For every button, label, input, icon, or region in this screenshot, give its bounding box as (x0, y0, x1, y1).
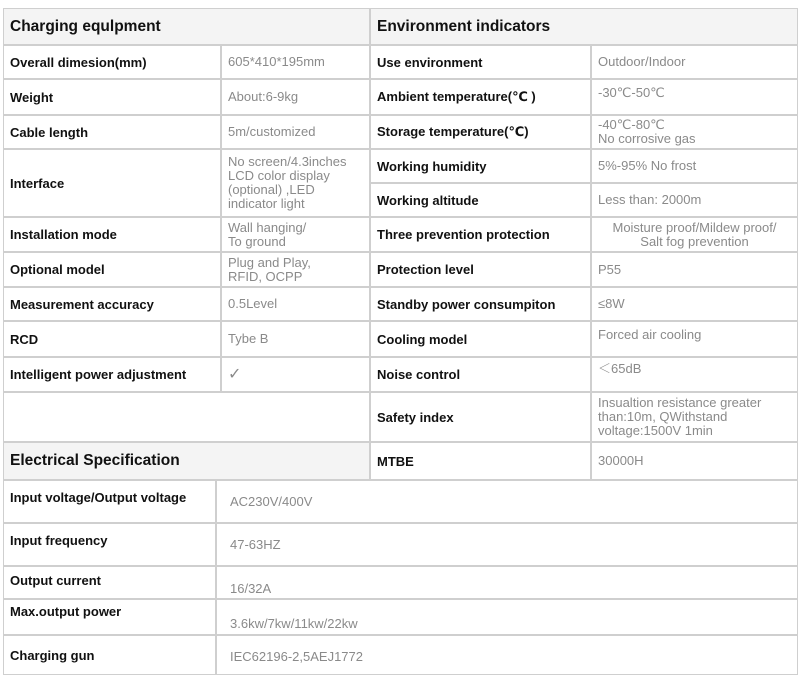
row-label: Storage temperature(℃) (370, 115, 591, 149)
row-label: Working humidity (370, 149, 591, 183)
row-label: Weight (3, 79, 221, 115)
row-label: Working altitude (370, 183, 591, 217)
row-value: Tybe B (221, 321, 370, 357)
row-label: RCD (3, 321, 221, 357)
row-value: 605*410*195mm (221, 45, 370, 79)
row-label: Input voltage/Output voltage (3, 480, 216, 523)
row-label: Max.output power (3, 599, 216, 635)
row-value: Outdoor/Indoor (591, 45, 798, 79)
row-label: Measurement accuracy (3, 287, 221, 321)
row-value: Moisture proof/Mildew proof/ Salt fog prevention (591, 217, 798, 252)
row-value: 30000H (591, 442, 798, 480)
spec-table (3, 8, 798, 675)
row-label: Overall dimesion(mm) (3, 45, 221, 79)
row-value: No screen/4.3inches LCD color display (optional) ,LED indicator light (221, 149, 370, 217)
row-label: Three prevention protection (370, 217, 591, 252)
row-value: Less than: 2000m (591, 183, 798, 217)
row-label: Charging gun (3, 635, 216, 675)
row-value: Insualtion resistance greater than:10m, QWithstand voltage:1500V 1min (591, 392, 798, 442)
row-label: MTBE (370, 442, 591, 480)
row-value: Wall hanging/ To ground (221, 217, 370, 252)
row-label: Protection level (370, 252, 591, 287)
row-label: Use environment (370, 45, 591, 79)
row-value: 3.6kw/7kw/11kw/22kw (216, 599, 798, 635)
row-value: About:6-9kg (221, 79, 370, 115)
row-label: Noise control (370, 357, 591, 392)
row-value: P55 (591, 252, 798, 287)
row-label: Cable length (3, 115, 221, 149)
charging-equipment-title: Charging equlpment (3, 8, 370, 45)
row-label: Safety index (370, 392, 591, 442)
row-label: Intelligent power adjustment (3, 357, 221, 392)
row-label: Cooling model (370, 321, 591, 357)
row-label: Output current (3, 566, 216, 599)
check-icon: ✓ (221, 357, 370, 392)
row-value: Forced air cooling (591, 321, 798, 357)
row-value: 47-63HZ (216, 523, 798, 566)
row-value: 0.5Level (221, 287, 370, 321)
environment-indicators-title: Environment indicators (370, 8, 798, 45)
electrical-specification-title: Electrical Specification (3, 442, 370, 480)
row-value: 16/32A (216, 566, 798, 599)
row-value: Plug and Play, RFID, OCPP (221, 252, 370, 287)
row-value: -40℃-80℃ No corrosive gas (591, 115, 798, 149)
row-value: 5%-95% No frost (591, 149, 798, 183)
row-value: AC230V/400V (216, 480, 798, 523)
row-value: IEC62196-2,5AEJ1772 (216, 635, 798, 675)
row-label: Optional model (3, 252, 221, 287)
row-label: Interface (3, 149, 221, 217)
row-label: Ambient temperature(℃ ) (370, 79, 591, 115)
row-label: Input frequency (3, 523, 216, 566)
row-value: ＜65dB (591, 357, 798, 392)
row-label: Installation mode (3, 217, 221, 252)
empty-cell (3, 392, 370, 442)
row-value: ≤8W (591, 287, 798, 321)
row-label: Standby power consumpiton (370, 287, 591, 321)
row-value: -30℃-50℃ (591, 79, 798, 115)
row-value: 5m/customized (221, 115, 370, 149)
